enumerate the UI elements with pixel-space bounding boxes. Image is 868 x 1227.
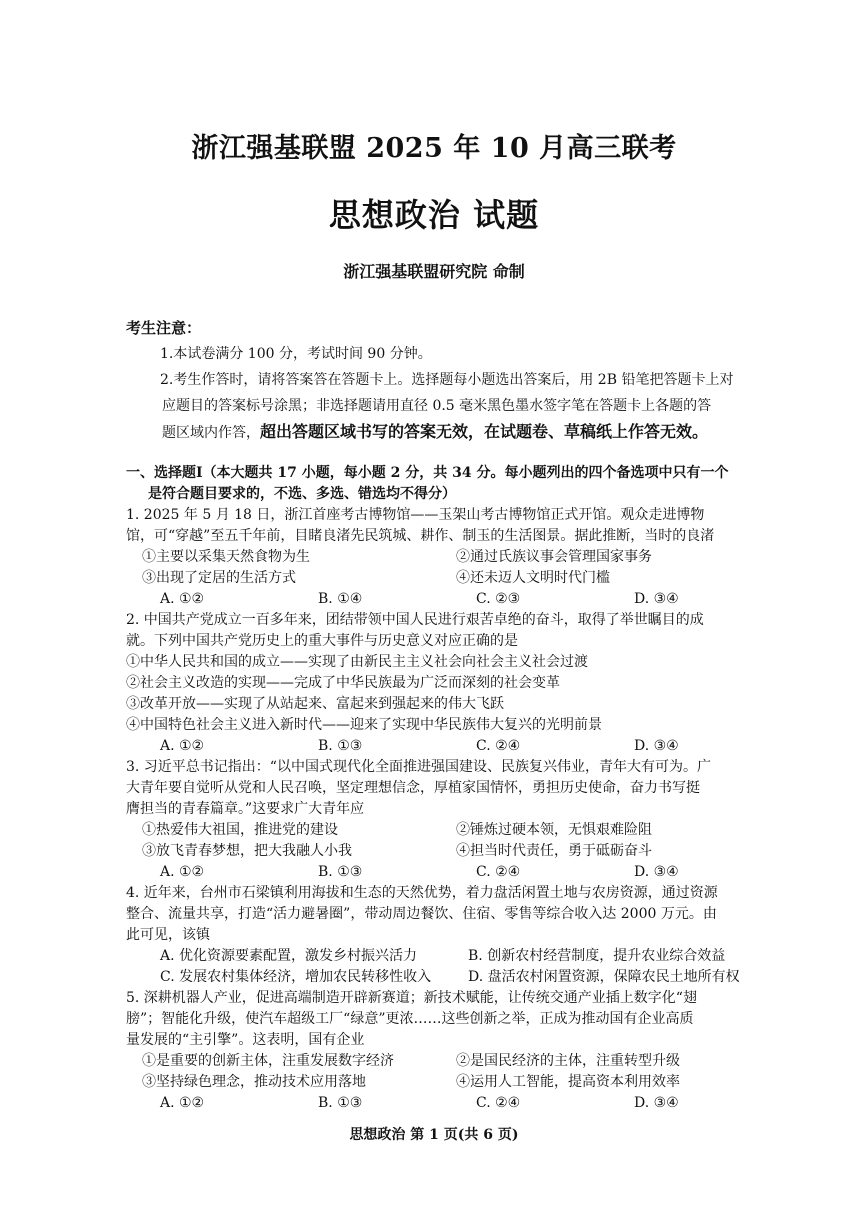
notice-bold-warning: 超出答题区域书写的答案无效，在试题卷、草稿纸上作答无效。 (260, 422, 709, 441)
question-2 (126, 610, 776, 757)
statement-4: ④运用人工智能，提高资本利用效率 (456, 1074, 680, 1090)
notice-item-2: 2.考生作答时，请将答案答在答题卡上。选择题每小题选出答案后，用 2B 铅笔把答题卡上对 (160, 372, 734, 388)
section-heading: 一、选择题Ⅰ（本大题共 17 小题，每小题 2 分，共 34 分。每小题列出的四个备选项中只有一个 (126, 465, 729, 481)
option-a: A. ①② (160, 864, 205, 880)
option-d: D. ③④ (634, 1095, 679, 1111)
option-c: C. ②④ (476, 1095, 521, 1111)
option-c: C. ②④ (476, 864, 521, 880)
option-a: A. 优化资源要素配置，激发乡村振兴活力 (160, 948, 418, 964)
notice-item-2-cont: 应题目的答案标号涂黑；非选择题请用直径 0.5 毫米黑色墨水签字笔在答题卡上各题的答 (162, 398, 712, 414)
notice-item-2-text: 题区域内作答， (162, 425, 260, 441)
option-b: B. ①③ (318, 864, 363, 880)
question-stem: 膺担当的青春篇章。”这要求广大青年应 (126, 801, 365, 817)
notice-heading: 考生注意： (126, 319, 202, 337)
questions (126, 463, 776, 1114)
question-stem: 馆，可“穿越”至五千年前，目睹良渚先民筑城、耕作、制玉的生活图景。据此推断，当时的良渚 (126, 528, 715, 544)
statement-3: ③坚持绿色理念，推动技术应用落地 (142, 1074, 366, 1090)
answer-row (126, 1093, 776, 1114)
question-stem: 5. 深耕机器人产业，促进高端制造开辟新赛道；新技术赋能，让传统交通产业插上数字化“翅 (126, 990, 697, 1006)
option-d: D. ③④ (634, 591, 679, 607)
answer-row (126, 862, 776, 883)
statement-2: ②通过氏族议事会管理国家事务 (456, 549, 652, 565)
question-stem: 1. 2025 年 5 月 18 日，浙江首座考古博物馆——玉架山考古博物馆正式开馆。观众走进博物 (126, 507, 705, 523)
statement-2: ②是国民经济的主体，注重转型升级 (456, 1053, 680, 1069)
candidate-notice (126, 315, 786, 446)
statement-2: ②社会主义改造的实现——完成了中华民族最为广泛而深刻的社会变革 (126, 675, 560, 691)
statement-row (126, 1072, 776, 1093)
question-stem: 量发展的“主引擎”。这表明，国有企业 (126, 1032, 365, 1048)
answer-row (126, 946, 776, 967)
statement-4: ④中国特色社会主义进入新时代——迎来了实现中华民族伟大复兴的光明前景 (126, 717, 602, 733)
statement-1: ①是重要的创新主体，注重发展数字经济 (142, 1053, 394, 1069)
statement-3: ③出现了定居的生活方式 (142, 570, 296, 586)
question-stem: 就。下列中国共产党历史上的重大事件与历史意义对应正确的是 (126, 633, 518, 649)
statement-1: ①中华人民共和国的成立——实现了由新民主主义社会向社会主义社会过渡 (126, 654, 588, 670)
option-a: A. ①② (160, 591, 205, 607)
option-a: A. ①② (160, 738, 205, 754)
option-c: C. ②③ (476, 591, 521, 607)
statement-row (126, 1051, 776, 1072)
option-d: D. 盘活农村闲置资源，保障农民土地所有权 (468, 969, 740, 985)
question-stem: 整合、流量共享，打造“活力避暑圈”，带动周边餐饮、住宿、零售等综合收入达 2000 万元。由 (126, 906, 717, 922)
option-a: A. ①② (160, 1095, 205, 1111)
option-c: C. ②④ (476, 738, 521, 754)
notice-item-1: 1.本试卷满分 100 分，考试时间 90 分钟。 (160, 346, 432, 362)
statement-4: ④还未迈人文明时代门槛 (456, 570, 610, 586)
page-footer: 思想政治 第 1 页(共 6 页) (349, 1127, 519, 1143)
question-stem: 大青年要自觉听从党和人民召唤，坚定理想信念，厚植家国情怀，勇担历史使命，奋力书写挺 (126, 780, 700, 796)
question-stem: 此可见，该镇 (126, 927, 210, 943)
option-b: B. ①③ (318, 738, 363, 754)
statement-1: ①主要以采集天然食物为生 (142, 549, 310, 565)
exam-title: 浙江强基联盟 2025 年 10 月高三联考 (191, 133, 677, 164)
question-4 (126, 883, 776, 988)
option-b: B. ①④ (318, 591, 363, 607)
notice-item-2-end (126, 419, 786, 446)
statement-4: ④担当时代责任，勇于砥砺奋斗 (456, 843, 652, 859)
option-b: B. ①③ (318, 1095, 363, 1111)
question-stem: 2. 中国共产党成立一百多年来，团结带领中国人民进行艰苦卓绝的奋斗，取得了举世瞩目的成 (126, 612, 704, 628)
statement-row (126, 568, 776, 589)
question-5 (126, 988, 776, 1114)
question-3 (126, 757, 776, 883)
section-heading-cont: 是符合题目要求的，不选、多选、错选均不得分） (148, 486, 456, 502)
statement-2: ②锤炼过硬本领，无惧艰难险阻 (456, 822, 652, 838)
statement-3: ③放飞青春梦想，把大我融人小我 (142, 843, 352, 859)
question-stem: 4. 近年来，台州市石梁镇利用海拔和生态的天然优势，着力盘活闲置土地与农房资源，通过资源 (126, 885, 718, 901)
option-c: C. 发展农村集体经济，增加农民转移性收入 (160, 969, 432, 985)
question-stem: 膀”；智能化升级，使汽车超级工厂“绿意”更浓……这些创新之举，正成为推动国有企业高质 (126, 1011, 694, 1027)
option-b: B. 创新农村经营制度，提升农业综合效益 (468, 948, 726, 964)
statement-1: ①热爱伟大祖国，推进党的建设 (142, 822, 338, 838)
question-stem: 3. 习近平总书记指出：“以中国式现代化全面推进强国建设、民族复兴伟业，青年大有可为。广 (126, 759, 711, 775)
answer-row (126, 589, 776, 610)
answer-row (126, 967, 776, 988)
statement-3: ③改革开放——实现了从站起来、富起来到强起来的伟大飞跃 (126, 696, 504, 712)
statement-row (126, 547, 776, 568)
subject-title: 思想政治 试题 (328, 196, 540, 234)
question-1 (126, 505, 776, 610)
statement-row (126, 820, 776, 841)
option-d: D. ③④ (634, 864, 679, 880)
statement-row (126, 841, 776, 862)
author-line: 浙江强基联盟研究院 命制 (343, 262, 525, 281)
option-d: D. ③④ (634, 738, 679, 754)
answer-row (126, 736, 776, 757)
